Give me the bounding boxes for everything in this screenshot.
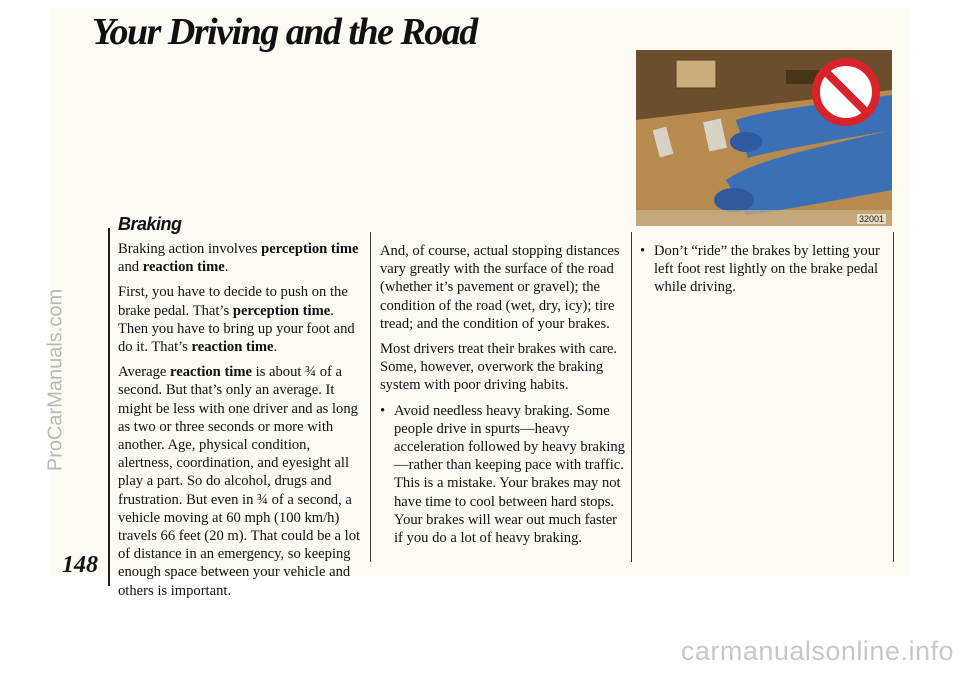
bottom-watermark: carmanualsonline.info <box>680 636 954 666</box>
paragraph: Most drivers treat their brakes with care. Some, however, overwork the braking system with poor driving habits. <box>380 341 618 394</box>
paragraph: And, of course, actual stopping distances vary greatly with the surface of the road (whether it’s pavement or gravel); the condition of the road (wet, dry, icy); tire tread; and the condition of your brakes. <box>380 243 620 332</box>
paragraph: First, you have to decide to push on the brake pedal. That’s perception time. Then you have to bring up your foot and do it. That’s reaction time. <box>118 284 355 356</box>
page-number: 148 <box>62 552 98 578</box>
column-divider <box>631 232 632 562</box>
bullet-icon: • <box>380 402 386 419</box>
bullet-item: • Don’t “ride” the brakes by letting your left foot rest lightly on the brake pedal while driving. <box>640 243 880 296</box>
bullet-item: • Avoid needless heavy braking. Some people drive in spurts—heavy acceleration followed by heavy braking—rather than keeping pace with traffic. This is a mistake. Your brakes may not have time to cool between hard stops. Your brakes will wear out much faster if you do a lot of heavy braking. <box>380 402 625 547</box>
left-margin-rule <box>108 228 110 586</box>
paragraph: Braking action involves perception time and reaction time. <box>118 241 359 276</box>
page-title: Your Driving and the Road <box>92 11 477 53</box>
photo-code: 32001 <box>858 214 884 224</box>
column-divider <box>370 232 371 562</box>
paragraph: Average reaction time is about ¾ of a second. But that’s only an average. It might be less with one driver and as long as two or three seconds or more with another. Age, physical condition, alertness, coordination, and eyesight all play a part. So do alcohol, drugs and frustration. But even in ¾ of a second, a vehicle moving at 60 mph (100 km/h) travels 66 feet (20 m). That could be a lot of distance in an emergency, so keeping enough space between your vehicle and others is important. <box>118 364 361 599</box>
column-divider <box>893 232 894 562</box>
text-column-1 <box>118 240 366 607</box>
bullet-icon: • <box>640 243 646 259</box>
text-column-2 <box>380 242 626 554</box>
side-watermark: ProCarManuals.com <box>44 288 67 472</box>
brake-pedal-photo <box>636 50 892 226</box>
section-heading: Braking <box>118 214 182 234</box>
text-column-3 <box>640 242 890 304</box>
